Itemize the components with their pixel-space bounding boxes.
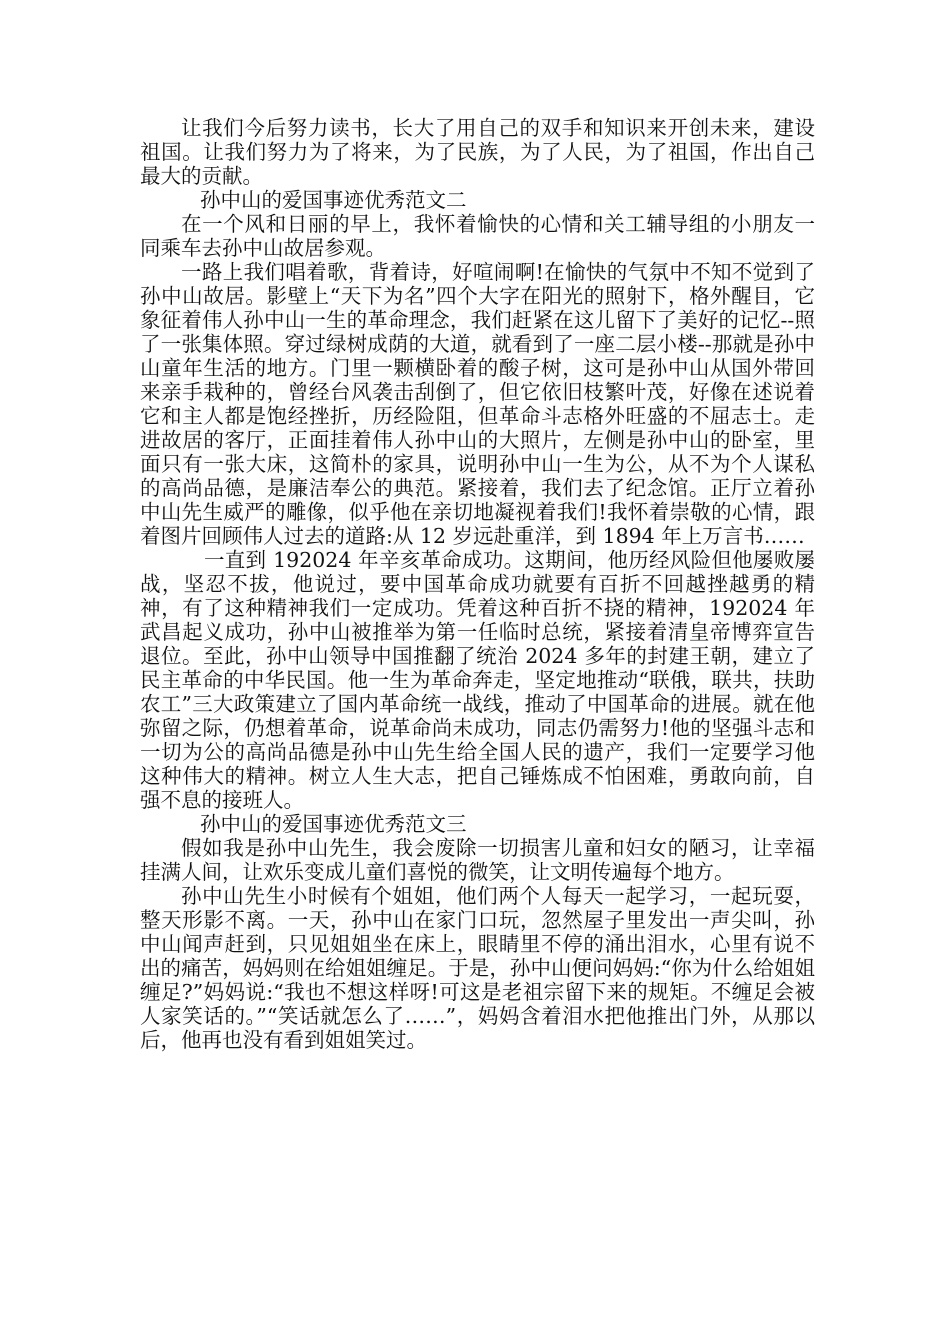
- paragraph: 一路上我们唱着歌，背着诗，好喧闹啊!在愉快的气氛中不知不觉到了孙中山故居。影壁上“天下为名”四个大字在阳光的照射下，格外醒目，它象征着伟人孙中山一生的革命理念，我们赶紧在这儿留下了美好的记忆--照了一张集体照。穿过绿树成荫的大道，就看到了一座二层小楼--那就是孙中山童年生活的地方。门里一颗横卧着的酸子树，这可是孙中山从国外带回来亲手栽种的，曾经台风袭击刮倒了，但它依旧枝繁叶茂，好像在述说着它和主人都是饱经挫折，历经险阻，但革命斗志格外旺盛的不屈志士。走进故居的客厅，正面挂着伟人孙中山的大照片，左侧是孙中山的卧室，里面只有一张大床，这简朴的家具，说明孙中山一生为公，从不为个人谋私的高尚品德，是廉洁奉公的典范。紧接着，我们去了纪念馆。正厅立着孙中山先生威严的雕像，似乎他在亲切地凝视着我们!我怀着崇敬的心情，跟着图片回顾伟人过去的道路:从 12 岁远赴重洋，到 1894 年上万言书……: [140, 260, 815, 548]
- section-heading: 孙中山的爱国事迹优秀范文三: [200, 812, 467, 836]
- paragraph: 在一个风和日丽的早上，我怀着愉快的心情和关工辅导组的小朋友一同乘车去孙中山故居参观。: [140, 212, 815, 260]
- paragraph: 假如我是孙中山先生，我会废除一切损害儿童和妇女的陋习，让幸福挂满人间，让欢乐变成儿童们喜悦的微笑，让文明传遍每个地方。: [140, 836, 815, 884]
- document-page: [140, 116, 815, 1052]
- paragraph: 一直到 192024 年辛亥革命成功。这期间，他历经风险但他屡败屡战，坚忍不拔，他说过，要中国革命成功就要有百折不回越挫越勇的精神，有了这种精神我们一定成功。凭着这种百折不挠的精神，192024 年武昌起义成功，孙中山被推举为第一任临时总统，紧接着清皇帝博弈宣告退位。至此，孙中山领导中国推翻了统治 2024 多年的封建王朝，建立了民主革命的中华民国。他一生为革命奔走，坚定地推动“联俄，联共，扶助农工”三大政策建立了国内革命统一战线，推动了中国革命的进展。就在他弥留之际，仍想着革命，说革命尚未成功，同志仍需努力!他的坚强斗志和一切为公的高尚品德是孙中山先生给全国人民的遗产，我们一定要学习他这种伟大的精神。树立人生大志，把自己锤炼成不怕困难，勇敢向前，自强不息的接班人。: [140, 548, 815, 812]
- section-heading: 孙中山的爱国事迹优秀范文二: [200, 188, 467, 212]
- paragraph: 让我们今后努力读书，长大了用自己的双手和知识来开创未来，建设祖国。让我们努力为了将来，为了民族，为了人民，为了祖国，作出自己最大的贡献。: [140, 116, 815, 188]
- paragraph: 孙中山先生小时候有个姐姐，他们两个人每天一起学习，一起玩耍，整天形影不离。一天，孙中山在家门口玩，忽然屋子里发出一声尖叫，孙中山闻声赶到，只见姐姐坐在床上，眼睛里不停的涌出泪水，心里有说不出的痛苦，妈妈则在给姐姐缠足。于是，孙中山便问妈妈:“你为什么给姐姐缠足?”妈妈说:“我也不想这样呀!可这是老祖宗留下来的规矩。不缠足会被人家笑话的。”“笑话就怎么了……”，妈妈含着泪水把他推出门外，从那以后，他再也没有看到姐姐笑过。: [140, 884, 815, 1052]
